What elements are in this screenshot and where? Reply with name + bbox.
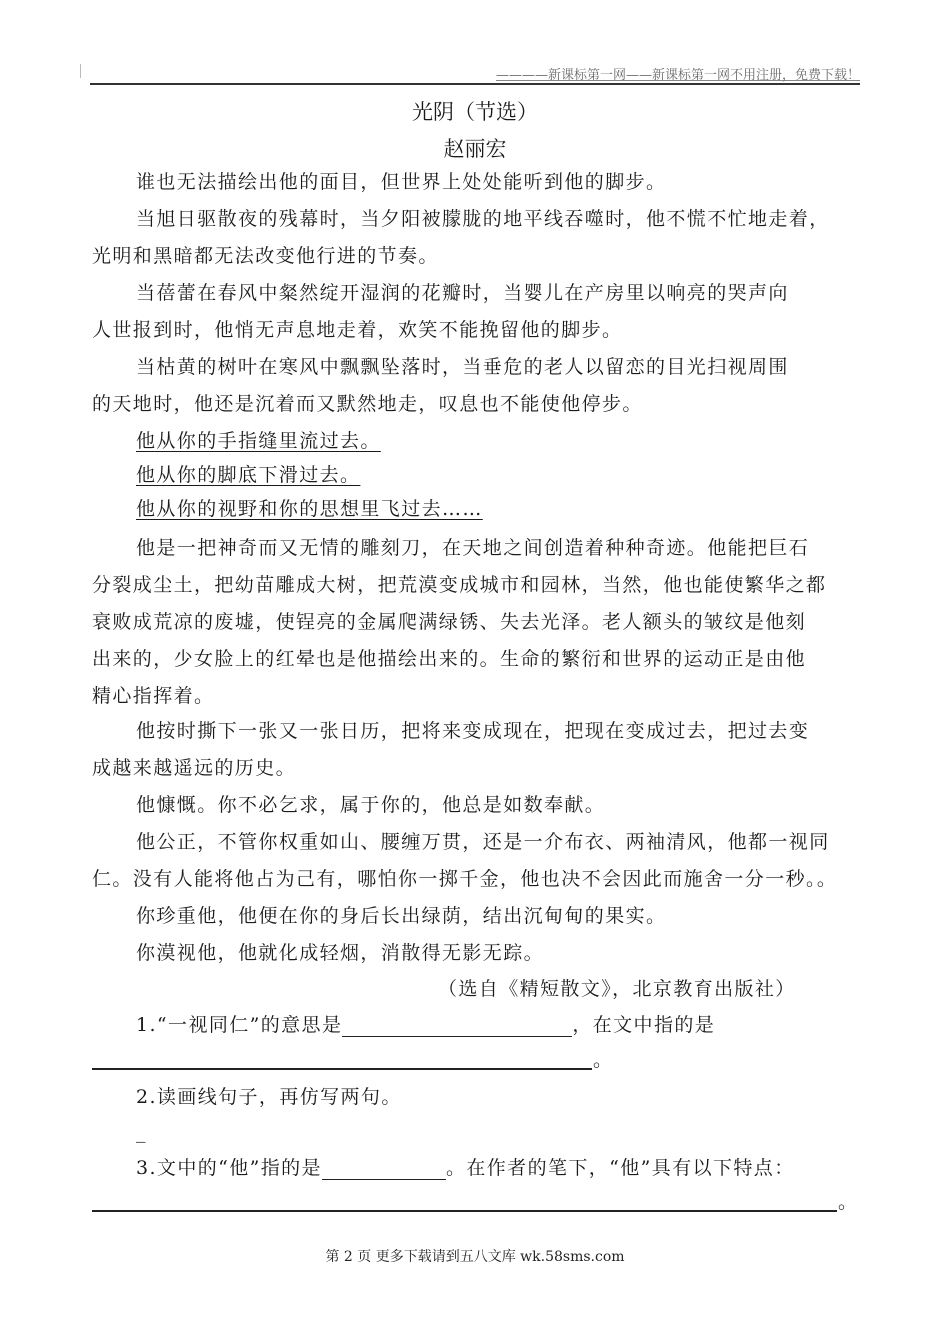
paragraph-line: 精心指挥着。	[92, 685, 215, 707]
paragraph-line: 出来的，少女脸上的红晕也是他描绘出来的。生命的繁衍和世界的运动正是由他	[92, 648, 807, 670]
article-source: （选自《精短散文》，北京教育出版社）	[438, 978, 796, 1000]
paragraph-line: 成越来越遥远的历史。	[92, 757, 297, 779]
underlined-sentence: 他从你的视野和你的思想里飞过去……	[136, 498, 483, 520]
underlined-sentence: 他从你的脚底下滑过去。	[136, 464, 361, 486]
paragraph-line: 你漠视他，他就化成轻烟，消散得无影无踪。	[136, 942, 545, 964]
paragraph-line: 当枯黄的树叶在寒风中飘飘坠落时，当垂危的老人以留恋的目光扫视周围	[136, 356, 789, 378]
question-3	[136, 1156, 795, 1180]
question-2: 2.读画线句子，再仿写两句。	[136, 1086, 402, 1108]
paragraph-line: 你珍重他，他便在你的身后长出绿荫，结出沉甸甸的果实。	[136, 905, 667, 927]
paragraph-line: 他按时撕下一张又一张日历，把将来变成现在，把现在变成过去，把过去变	[136, 720, 810, 742]
paragraph-line: 衰败成荒凉的废墟，使锃亮的金属爬满绿锈、失去光泽。老人额头的皱纹是他刻	[92, 611, 807, 633]
answer-blank-3b[interactable]	[92, 1210, 837, 1212]
answer-blank-1a[interactable]	[342, 1016, 572, 1037]
question-1	[136, 1013, 715, 1037]
underlined-sentence: 他从你的手指缝里流过去。	[136, 430, 381, 452]
paragraph-line: 光明和黑暗都无法改变他行进的节奏。	[92, 245, 439, 267]
header-margin-tick	[80, 64, 81, 78]
question-3-end: 。	[838, 1191, 859, 1213]
paragraph-line: 当蓓蕾在春风中粲然绽开湿润的花瓣时，当婴儿在产房里以响亮的哭声向	[136, 282, 789, 304]
paragraph-line: 分裂成尘土，把幼苗雕成大树，把荒漠变成城市和园林，当然，他也能使繁华之都	[92, 574, 827, 596]
paragraph-line: 人世报到时，他悄无声息地走着，欢笑不能挽留他的脚步。	[92, 319, 623, 341]
question-1-prefix: 1.“一视同仁”的意思是	[136, 1014, 343, 1036]
question-1-end: 。	[593, 1049, 614, 1071]
question-1-mid: ，在文中指的是	[572, 1014, 716, 1036]
header-divider	[90, 83, 860, 85]
paragraph-line: 当旭日驱散夜的残幕时，当夕阳被朦胧的地平线吞噬时，他不慌不忙地走着，	[136, 208, 830, 230]
paragraph-line: 谁也无法描绘出他的面目，但世界上处处能听到他的脚步。	[136, 171, 667, 193]
article-author: 赵丽宏	[443, 137, 507, 161]
paragraph-line: 仁。没有人能将他占为己有，哪怕你一掷千金，他也决不会因此而施舍一分一秒。。	[92, 868, 838, 890]
question-3-prefix: 3.文中的“他”指的是	[136, 1157, 322, 1179]
paragraph-line: 的天地时，他还是沉着而又默然地走，叹息也不能使他停步。	[92, 393, 643, 415]
paragraph-line: 他是一把神奇而又无情的雕刻刀，在天地之间创造着种种奇迹。他能把巨石	[136, 537, 810, 559]
answer-blank-1b[interactable]	[92, 1068, 592, 1070]
answer-blank-3a[interactable]	[322, 1159, 446, 1180]
paragraph-line: 他公正，不管你权重如山、腰缠万贯，还是一介布衣、两袖清风，他都一视同	[136, 831, 830, 853]
page-footer: 第 2 页 更多下载请到五八文库 wk.58sms.com	[325, 1249, 625, 1265]
answer-blank-2[interactable]: _	[136, 1121, 147, 1143]
question-3-suffix: 。在作者的笔下，“他”具有以下特点：	[445, 1157, 795, 1179]
paragraph-line: 他慷慨。你不必乞求，属于你的，他总是如数奉献。	[136, 794, 606, 816]
article-title: 光阴（节选）	[412, 100, 538, 124]
header-site-link[interactable]: ————新课标第一网——新课标第一网不用注册，免费下载！	[495, 68, 860, 83]
